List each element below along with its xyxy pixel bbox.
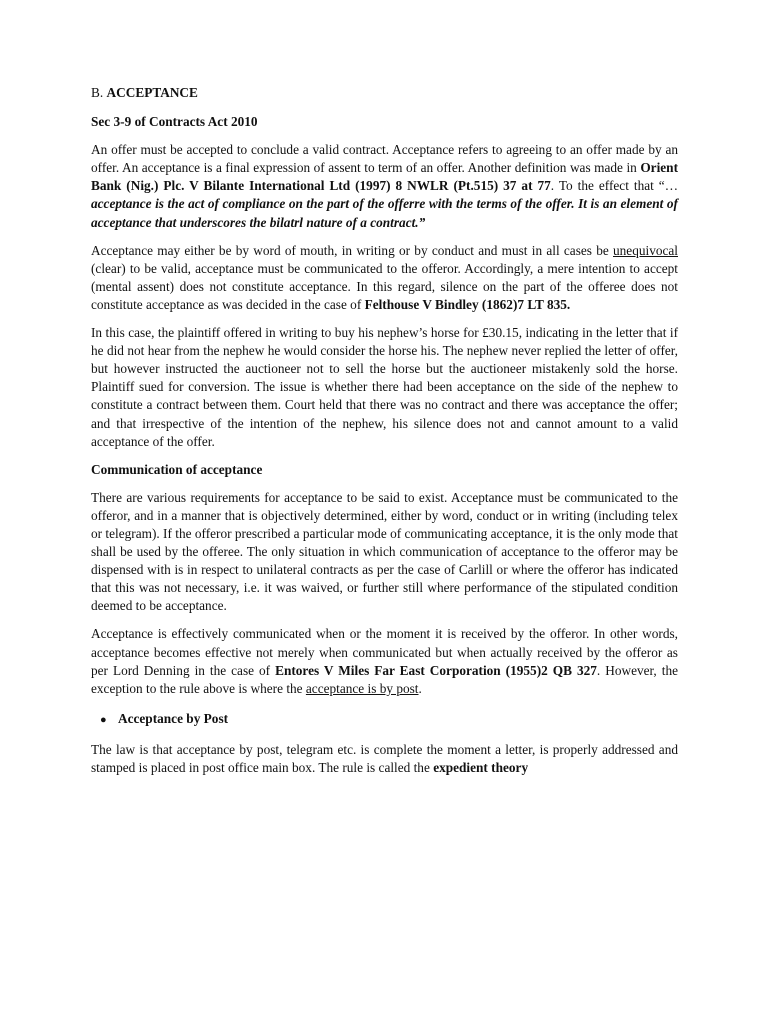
p5-text-2: . However, the exception to the rule above is where the — [91, 662, 678, 696]
p2-text-1: Acceptance may either be by word of mouth, in writing or by conduct and must in all cases be — [91, 242, 613, 258]
paragraph-definition — [91, 141, 678, 231]
paragraph-post-rule — [91, 741, 678, 777]
document-page — [91, 84, 678, 777]
p2-text-2: (clear) to be valid, acceptance must be communicated to the offeror. Accordingly, a mere intention to accept (mental assent) does not constitute acceptance. In this regard, silence on the part of the offeree does not constitute acceptance as was decided in the case of — [91, 260, 678, 312]
p2-case-citation: Felthouse V Bindley (1862)7 LT 835. — [364, 296, 571, 312]
section-subheading: Sec 3-9 of Contracts Act 2010 — [91, 114, 258, 130]
p5-case-citation: Entores V Miles Far East Corporation (1955)2 QB 327 — [275, 662, 597, 678]
p1-text-1: An offer must be accepted to conclude a valid contract. Acceptance refers to agreeing to an offer made by an offer. An acceptance is a final expression of assent to term of an offer. Another definition was made in — [91, 142, 678, 176]
p6-text-1: The law is that acceptance by post, telegram etc. is complete the moment a letter, is properly addressed and stamped is placed in post office main box. The rule is called the — [91, 741, 678, 775]
p5-text-3: . — [418, 680, 422, 696]
bullet-item — [91, 710, 678, 729]
p5-underlined: acceptance is by post — [305, 680, 419, 696]
communication-heading: Communication of acceptance — [91, 461, 263, 477]
bullet-dot-icon: ● — [100, 713, 107, 726]
p1-case-citation: Orient Bank (Nig.) Plc. V Bilante International Ltd (1997) 8 NWLR (Pt.515) 37 at 77 — [91, 160, 678, 194]
paragraph-modes — [91, 242, 678, 314]
paragraph-effective-communication — [91, 625, 678, 697]
p1-quote: acceptance is the act of compliance on the part of the offerre with the terms of the offer. It is an element of acceptance that underscores the bilatrl nature of a contract.” — [91, 196, 678, 230]
section-prefix: B. — [91, 85, 107, 100]
section-title: ACCEPTANCE — [106, 85, 198, 100]
p5-text-1: Acceptance is effectively communicated when or the moment it is received by the offeror. In other words, acceptance becomes effective not merely when communicated but when actually received by the offeror as per Lord Denning in the case of — [91, 626, 678, 678]
p2-underlined: unequivocal — [613, 242, 678, 258]
p6-bold: expedient theory — [433, 760, 529, 775]
section-heading — [91, 84, 678, 102]
bullet-label: Acceptance by Post — [118, 710, 229, 726]
paragraph-case-facts: In this case, the plaintiff offered in writing to buy his nephew’s horse for £30.15, indicating in the letter that if he did not hear from the nephew he would consider the horse his. The nephew never replied the letter of offer, but however instructed the auctioneer not to sell the horse but the auctioneer mistakenly sold the horse. Plaintiff sued for conversion. The issue is whether there had been acceptance on the side of the nephew to constitute a contract between them. Court held that there was no contract and there was acceptance the offer; and that irrespective of the intention of the nephew, his silence does not and cannot amount to a valid acceptance of the offer. — [91, 325, 678, 449]
paragraph-requirements: There are various requirements for acceptance to be said to exist. Acceptance must be communicated to the offeror, and in a manner that is objectively determined, either by word, conduct or in writing (including telex or telegram). If the offeror prescribed a particular mode of communicating acceptance, it is the only mode that shall be used by the offeree. The only situation in which communication of acceptance to the offeror may be dispensed with is in respect to unilateral contracts as per the case of Carlill or where the offeror has indicated that this was not necessary, i.e. it was waived, or further still where performance of the stipulated condition deemed to be acceptance. — [91, 489, 678, 614]
p1-text-2: . To the effect that “… — [550, 178, 678, 194]
